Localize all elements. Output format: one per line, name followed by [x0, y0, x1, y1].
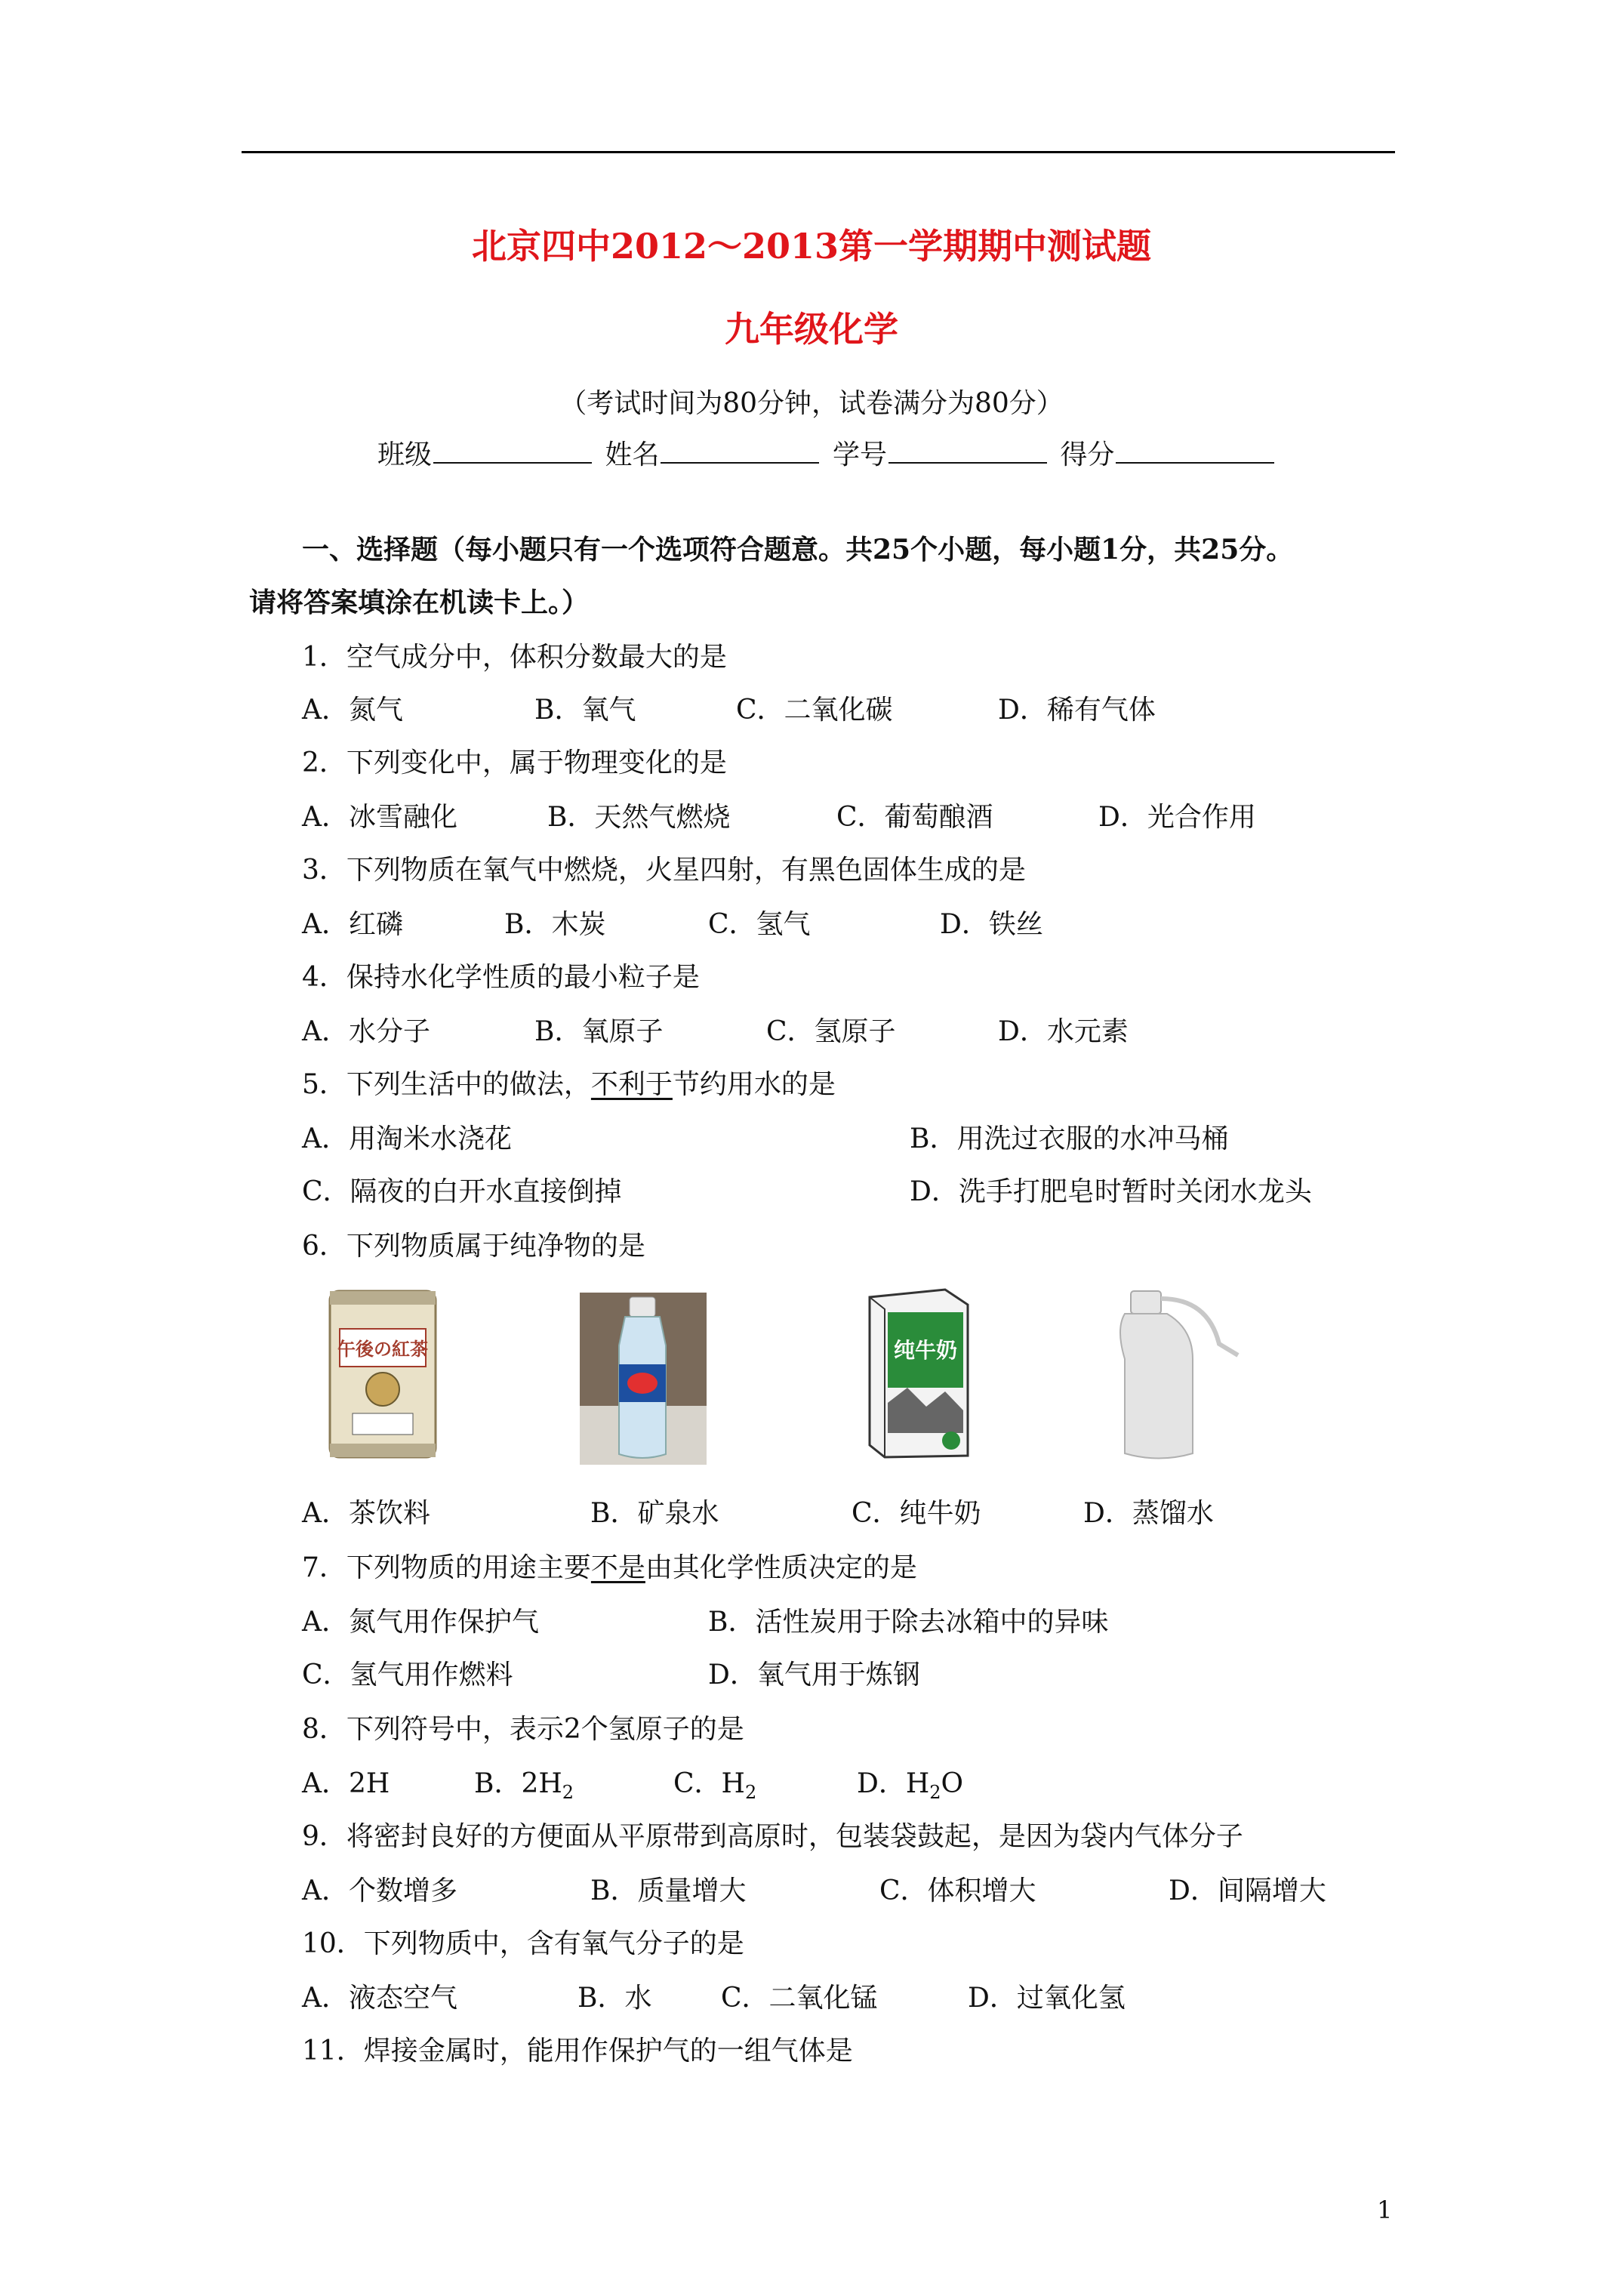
- q3-option-c[interactable]: C．氢气: [708, 909, 811, 940]
- name-blank[interactable]: [661, 441, 819, 464]
- name-label: 姓名: [605, 439, 660, 470]
- q4-option-a[interactable]: A．水分子: [302, 1016, 430, 1047]
- q2-option-a[interactable]: A．冰雪融化: [302, 802, 457, 833]
- q6-option-c[interactable]: C．纯牛奶: [852, 1498, 981, 1529]
- q7-stem-post: 由其化学性质决定的是: [645, 1552, 917, 1583]
- q7-option-d[interactable]: D．氧气用于炼钢: [708, 1660, 920, 1690]
- q7-option-b[interactable]: B．活性炭用于除去冰箱中的异味: [708, 1607, 1109, 1638]
- q5-option-b[interactable]: B．用洗过衣服的水冲马桶: [910, 1123, 1229, 1154]
- q10-option-a[interactable]: A．液态空气: [302, 1983, 457, 2014]
- distilled-water-bottle-image: [1095, 1284, 1246, 1465]
- question-6-stem: 6．下列物质属于纯净物的是: [302, 1231, 645, 1262]
- question-3-stem: 3．下列物质在氧气中燃烧，火星四射，有黑色固体生成的是: [302, 855, 1026, 886]
- q1-option-c[interactable]: C．二氧化碳: [736, 695, 893, 726]
- student-id-blank[interactable]: [888, 441, 1047, 464]
- q2-option-b[interactable]: B．天然气燃烧: [547, 802, 731, 833]
- score-blank[interactable]: [1116, 441, 1274, 464]
- q8-option-d-subscript: 2: [929, 1782, 941, 1804]
- q10-option-d[interactable]: D．过氧化氢: [968, 1983, 1126, 2014]
- q8-option-c-subscript: 2: [744, 1782, 757, 1804]
- question-2-stem: 2．下列变化中，属于物理变化的是: [302, 747, 727, 778]
- q8-option-c-text: C．H: [673, 1768, 745, 1799]
- q7-stem-underlined: 不是: [590, 1552, 645, 1583]
- q8-option-d-suffix: O: [941, 1768, 964, 1799]
- q8-option-a[interactable]: A．2H: [302, 1768, 390, 1799]
- q4-option-b[interactable]: B．氧原子: [534, 1016, 664, 1047]
- student-id-label: 学号: [832, 439, 887, 470]
- q8-option-b[interactable]: [474, 1767, 574, 1810]
- q5-stem-post: 节约用水的是: [672, 1069, 836, 1100]
- exam-title: 北京四中2012～2013第一学期期中测试题: [471, 226, 1152, 267]
- q1-option-b[interactable]: B．氧气: [534, 695, 636, 726]
- q6-option-b[interactable]: B．矿泉水: [590, 1498, 719, 1529]
- milk-carton-label: 纯牛奶: [893, 1338, 958, 1363]
- q3-option-b[interactable]: B．木炭: [504, 909, 606, 940]
- header-rule: [242, 151, 1395, 153]
- q3-option-d[interactable]: D．铁丝: [940, 909, 1043, 940]
- q8-option-d-text: D．H: [857, 1768, 930, 1799]
- question-4-stem: 4．保持水化学性质的最小粒子是: [302, 962, 700, 993]
- q2-option-c[interactable]: C．葡萄酿酒: [836, 802, 993, 833]
- q10-option-c[interactable]: C．二氧化锰: [721, 1983, 878, 2014]
- question-8-stem: 8．下列符号中，表示2个氢原子的是: [302, 1714, 744, 1745]
- q1-option-d[interactable]: D．稀有气体: [998, 695, 1156, 726]
- q4-option-c[interactable]: C．氢原子: [766, 1016, 896, 1047]
- q2-option-d[interactable]: D．光合作用: [1098, 802, 1256, 833]
- class-blank[interactable]: [433, 441, 592, 464]
- page-number: 1: [1377, 2196, 1393, 2224]
- tea-can-image: [326, 1284, 439, 1465]
- milk-carton-image: [855, 1282, 975, 1463]
- q1-option-a[interactable]: A．氮气: [302, 695, 403, 726]
- q5-stem-pre: 5．下列生活中的做法，: [302, 1069, 591, 1100]
- q8-option-b-text: B．2H: [474, 1768, 562, 1799]
- score-label: 得分: [1060, 439, 1115, 470]
- exam-subtitle: 九年级化学: [725, 309, 898, 350]
- question-7-stem: [302, 1551, 917, 1586]
- question-1-stem: 1．空气成分中，体积分数最大的是: [302, 642, 727, 673]
- q7-option-c[interactable]: C．氢气用作燃料: [302, 1660, 513, 1690]
- q5-option-a[interactable]: A．用淘米水浇花: [302, 1123, 512, 1154]
- exam-info: （考试时间为80分钟，试卷满分为80分）: [559, 388, 1064, 419]
- q6-option-a[interactable]: A．茶饮料: [302, 1498, 430, 1529]
- q10-option-b[interactable]: B．水: [577, 1983, 652, 2014]
- question-11-stem: 11．焊接金属时，能用作保护气的一组气体是: [302, 2036, 853, 2066]
- q9-option-d[interactable]: D．间隔增大: [1169, 1875, 1326, 1906]
- q9-option-c[interactable]: C．体积增大: [879, 1875, 1036, 1906]
- q9-option-a[interactable]: A．个数增多: [302, 1875, 457, 1906]
- q7-stem-pre: 7．下列物质的用途主要: [302, 1552, 591, 1583]
- mineral-water-image: [580, 1293, 707, 1465]
- q5-option-c[interactable]: C．隔夜的白开水直接倒掉: [302, 1176, 622, 1207]
- q8-option-c[interactable]: [673, 1767, 756, 1810]
- section1-heading: 一、选择题（每小题只有一个选项符合题意。共25个小题，每小题1分，共25分。: [302, 534, 1294, 566]
- class-label: 班级: [377, 439, 433, 470]
- q5-option-d[interactable]: D．洗手打肥皂时暂时关闭水龙头: [910, 1176, 1312, 1207]
- q8-option-b-subscript: 2: [562, 1782, 574, 1804]
- tea-can-label: 午後の紅茶: [337, 1338, 428, 1360]
- q9-option-b[interactable]: B．质量增大: [590, 1875, 747, 1906]
- question-9-stem: 9．将密封良好的方便面从平原带到高原时，包装袋鼓起，是因为袋内气体分子: [302, 1821, 1243, 1852]
- q3-option-a[interactable]: A．红磷: [302, 909, 403, 940]
- section1-heading-cont: 请将答案填涂在机读卡上。）: [249, 587, 590, 618]
- q6-option-d[interactable]: D．蒸馏水: [1083, 1498, 1214, 1529]
- question-10-stem: 10．下列物质中，含有氧气分子的是: [302, 1928, 744, 1959]
- q5-stem-underlined: 不利于: [590, 1069, 673, 1100]
- student-info-row: [377, 438, 1279, 473]
- question-5-stem: [302, 1068, 836, 1102]
- q8-option-d[interactable]: [857, 1767, 963, 1810]
- q7-option-a[interactable]: A．氮气用作保护气: [302, 1607, 539, 1638]
- q4-option-d[interactable]: D．水元素: [998, 1016, 1129, 1047]
